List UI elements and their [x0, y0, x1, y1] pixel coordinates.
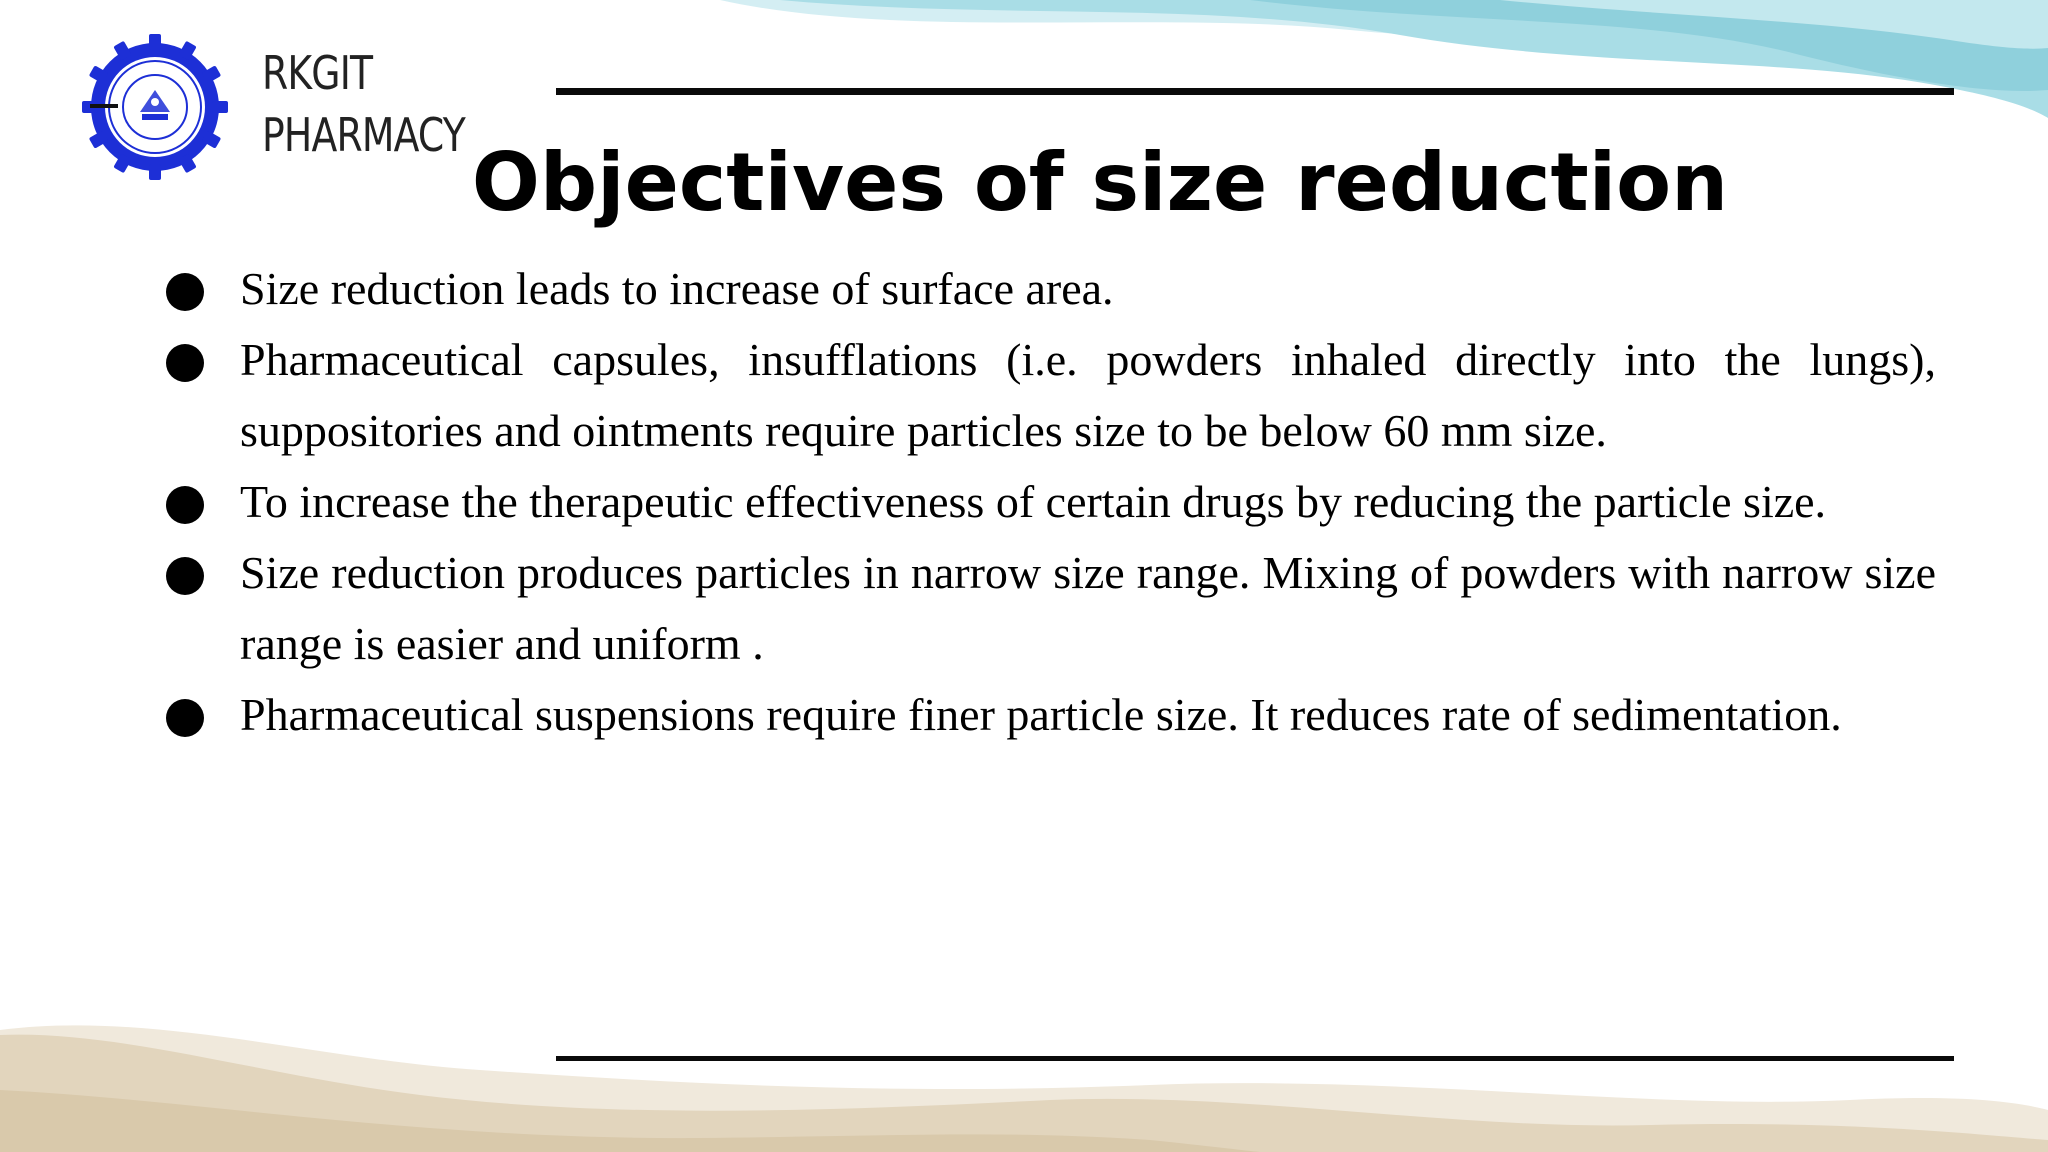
bullet-list	[166, 253, 1936, 750]
brand-line-2: PHARMACY	[262, 108, 465, 162]
top-divider	[556, 88, 1954, 95]
bullet-icon	[166, 699, 204, 737]
bullet-text: To increase the therapeutic effectiveness of certain drugs by reducing the particle size.	[240, 476, 1827, 527]
bullet-text: Pharmaceutical capsules, insufflations (i.e. powders inhaled directly into the lungs), suppositories and ointments require particles size to be below 60 mm size.	[240, 334, 1936, 456]
slide-title: Objectives of size reduction	[471, 136, 1729, 229]
bullet-icon	[166, 344, 204, 382]
bullet-text: Size reduction leads to increase of surface area.	[240, 263, 1114, 314]
bullet-icon	[166, 273, 204, 311]
bottom-divider	[556, 1056, 1954, 1061]
bullet-item	[166, 253, 1936, 324]
bullet-icon	[166, 486, 204, 524]
bullet-item	[166, 537, 1936, 679]
bullet-item	[166, 679, 1936, 750]
bullet-text: Pharmaceutical suspensions require finer particle size. It reduces rate of sedimentation.	[240, 689, 1842, 740]
bullet-icon	[166, 557, 204, 595]
bullet-text: Size reduction produces particles in narrow size range. Mixing of powders with narrow size range is easier and uniform .	[240, 547, 1936, 669]
bullet-item	[166, 466, 1936, 537]
brand-line-1: RKGIT	[262, 46, 373, 100]
bullet-item	[166, 324, 1936, 466]
